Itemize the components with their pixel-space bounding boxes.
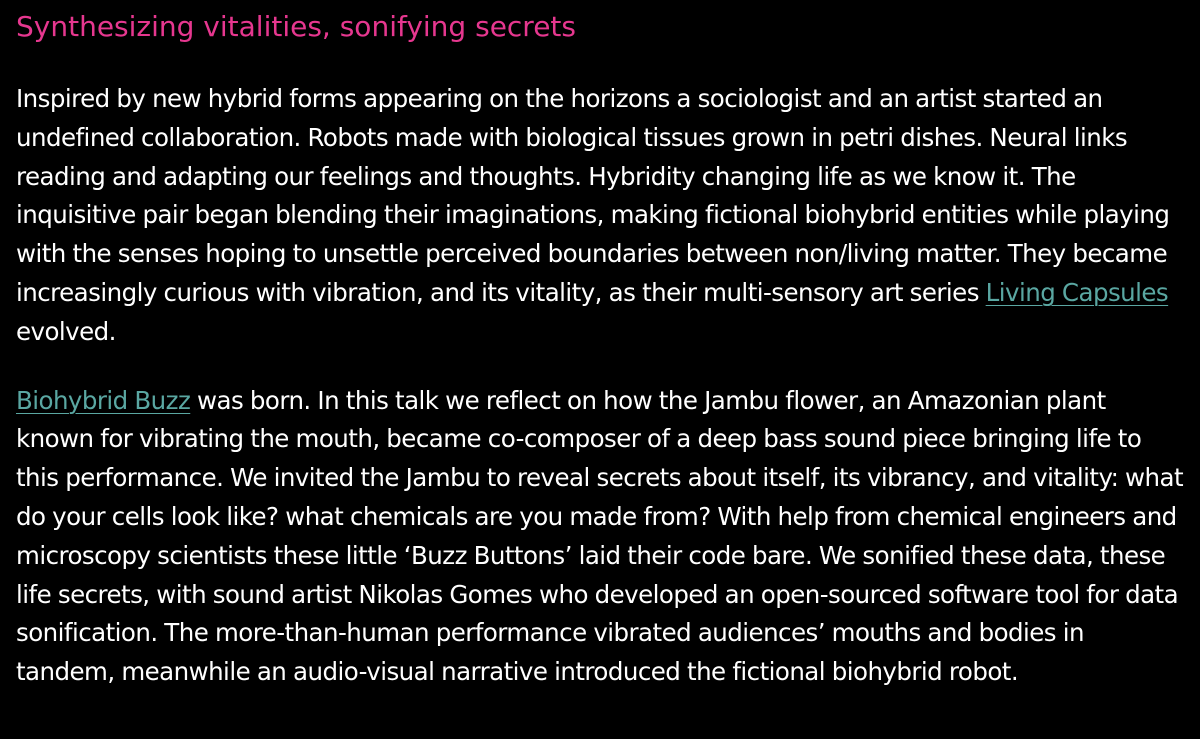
paragraph-intro: [16, 80, 1188, 352]
paragraph-intro-text: Inspired by new hybrid forms appearing on the horizons a sociologist and an artist started an undefined collaboration. Robots made with biological tissues grown in petri dishes. Neural links reading and adapting our feelings and thoughts. Hybridity changing life as we know it. The inquisitive pair began blending their imaginations, making fictional biohybrid entities while playing with the senses hoping to unsettle perceived boundaries between non/living matter. They became increasingly curious with vibration, and its vitality, as their multi-sensory art series: [16, 84, 1170, 307]
living-capsules-link[interactable]: Living Capsules: [985, 277, 1169, 307]
biohybrid-buzz-link[interactable]: Biohybrid Buzz: [16, 385, 191, 415]
article: [16, 0, 1188, 692]
article-title: Synthesizing vitalities, sonifying secrets: [16, 10, 576, 43]
paragraph-biohybrid-buzz: [16, 382, 1188, 692]
paragraph-biohybrid-buzz-text: was born. In this talk we reflect on how the Jambu flower, an Amazonian plant known for vibrating the mouth, became co-composer of a deep bass sound piece bringing life to this performance. We invited the Jambu to reveal secrets about itself, its vibrancy, and vitality: what do your cells look like? what chemicals are you made from? With help from chemical engineers and microscopy scientists these little ‘Buzz Buttons’ laid their code bare. We sonified these data, these life secrets, with sound artist Nikolas Gomes who developed an open-sourced software tool for data sonification. The more-than-human performance vibrated audiences’ mouths and bodies in tandem, meanwhile an audio-visual narrative introduced the fictional biohybrid robot.: [16, 385, 1184, 687]
paragraph-intro-text-end: evolved.: [16, 316, 116, 346]
